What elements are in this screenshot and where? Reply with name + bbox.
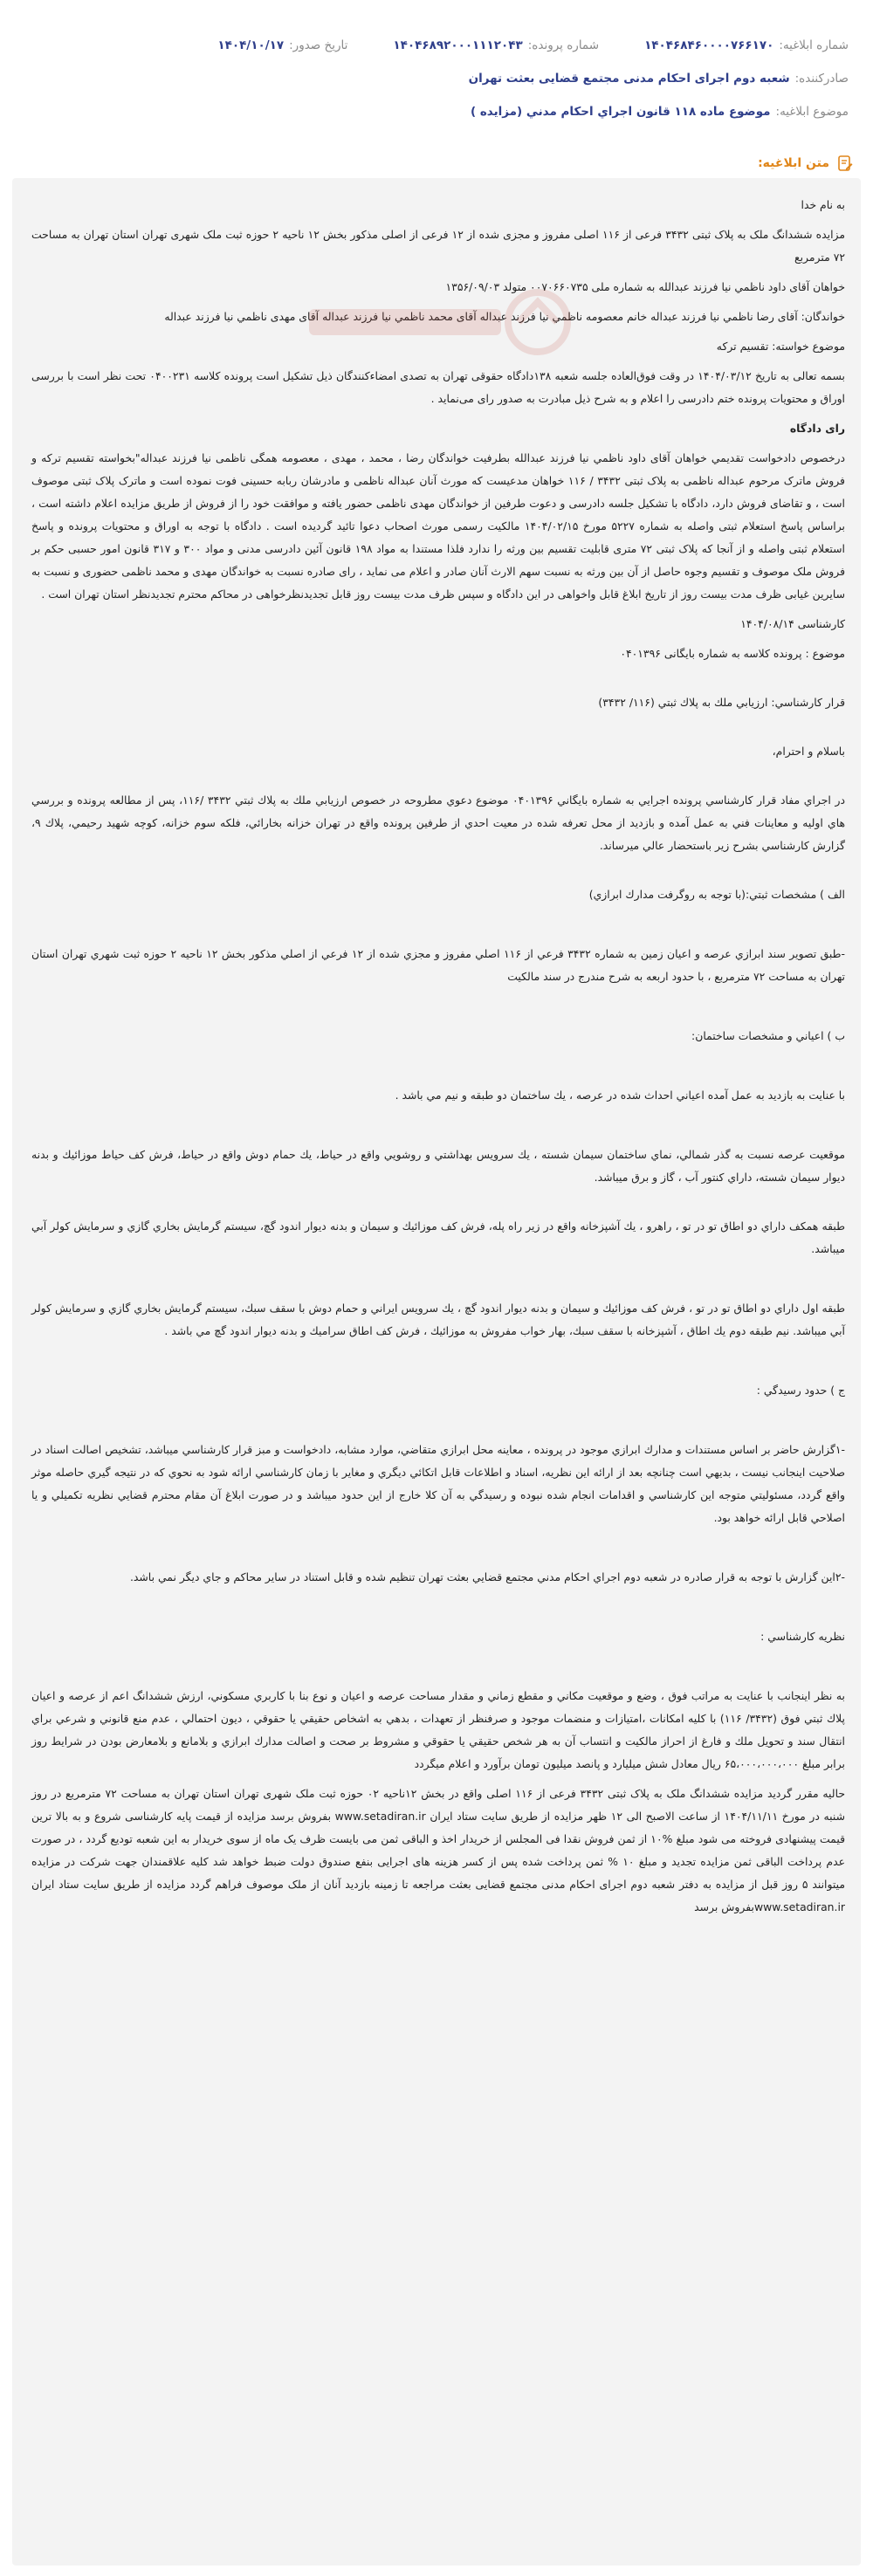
header-row-subject — [24, 105, 849, 119]
body-paragraph: بسمه تعالی به تاریخ ۱۴۰۴/۰۳/۱۲ در وقت فوق‌العاده جلسه شعبه ۱۳۸دادگاه حقوقی تهران به تصدی امضاءکنندگان ذیل تشکیل است پرونده کلاسه ۰۴۰۰۲۳۱ تحت نظر است با بررسی اوراق و محتویات پرونده ختم دادرسی را اعلام و به شرح ذیل مبادرت به صدور رای می‌نماید . — [31, 369, 846, 405]
body-paragraph: الف ) مشخصات ثبتي:(با توجه به روگرفت مدارك ابرازي) — [588, 888, 845, 901]
body-paragraph: باسلام و احترام، — [772, 745, 845, 758]
body-paragraph: در اجراي مفاد قرار كارشناسي پرونده اجرايي به شماره بايگاني ۰۴۰۱۳۹۶ موضوع دعوي مطروحه در خصوص ارزيابي ملك به پلاك ثبتي ۳۴۳۲ /۱۱۶، پس از مطالعه پرونده و بررسي هاي اوليه و معاينات فني به عمل آمده و بازديد از محل تعرفه شده در معيت احدي از طرفين پرونده واقع در تهران خزانه بخارائي، فلكه سوم خزانه، كوچه شهيد رحيمي، پلاك ۹، گزارش كارشناسي بشرح زير باستحضار عالي ميرساند. — [31, 793, 845, 852]
case-number: ۱۴۰۴۶۸۹۲۰۰۰۱۱۱۲۰۴۳ — [393, 38, 523, 52]
body-paragraph: -۲اين گزارش با توجه به قرار صادره در شعبه دوم اجراي احكام مدني مجتمع قضايي بعثت تهران تنظيم شده و قابل استناد در ساير محاكم و جاي ديگر نمي باشد. — [129, 1570, 845, 1583]
notice-body-card — [12, 178, 861, 2566]
body-paragraph: -۱گزارش حاضر بر اساس مستندات و مدارك ابرازي موجود در پرونده ، معاينه محل ابرازي متقاضي، موارد مشابه، دادخواست و مبز قرار كارشناسي ميباشد، تشخيص اصالت اسناد در صلاحيت اينجانب نيست ، بديهي است چنانچه بعد از ارائه اين نظريه، اسناد و اطلاعات قابل اتكائي ديگري و مغاير با زمان كارشناسي ارائه شود به نحوي كه در نتيجه گيري حاصله موثر واقع گردد، مسئوليتي متوجه اين كارشناسي و اقدامات انجام شده نبوده و رسيدگي به آن كلا خارج از اين حدود ميباشد و در صورت ابلاغ آن مقام محترم قضايي نظريه تكميلي و يا اصلاحي قابل ارائه خواهد بود. — [31, 1443, 845, 1524]
body-paragraph: مزایده ششدانگ ملک به پلاک ثبتی ۳۴۳۲ فرعی از ۱۱۶ اصلی مفروز و مجزی شده از ۱۲ فرعی از اصلی مذکور بخش ۱۲ ناحیه ۲ حوزه ثبت ملک شهری تهران استان تهران به مساحت ۷۲ مترمربع — [31, 228, 845, 264]
body-paragraph: قرار كارشناسي: ارزيابي ملك به پلاك ثبتي (۱۱۶/ ۳۴۳۲) — [598, 696, 845, 709]
body-paragraph: کارشناسی ۱۴۰۴/۰۸/۱۴ — [740, 617, 845, 630]
issue-date: ۱۴۰۴/۱۰/۱۷ — [217, 38, 285, 52]
notice-number: ۱۴۰۴۶۸۴۶۰۰۰۰۷۶۶۱۷۰ — [644, 38, 774, 52]
body-paragraph: نظريه كارشناسي : — [760, 1630, 845, 1643]
body-paragraph: خواهان آقای داود ناظمي نیا فرزند عبدالله به شماره ملی ۰۰۷۰۶۶۰۷۳۵ متولد ۱۳۵۶/۰۹/۰۳ — [445, 280, 845, 293]
body-paragraph: موقعيت عرصه نسبت به گذر شمالي، نماي ساختمان سيمان شسته ، يك سرويس بهداشتي و روشويي واقع در حياط، يك حمام دوش واقع در حياط، فرش كف حياط موزائيك و بدنه ديوار سيمان شسته، داراي كنتور آب ، گاز و برق ميباشد. — [31, 1148, 845, 1184]
body-paragraph: موضوع : پرونده کلاسه به شماره بایگانی ۰۴۰۱۳۹۶ — [620, 647, 845, 660]
body-paragraph: موضوع خواسته: تقسیم ترکه — [716, 340, 845, 353]
notice-header — [24, 38, 849, 138]
body-paragraph: ج ) حدود رسيدگي : — [756, 1384, 845, 1397]
spacer — [31, 1350, 845, 1379]
spacer — [31, 1267, 845, 1297]
spacer — [31, 1536, 845, 1566]
issuer-label: صادرکننده: — [794, 72, 849, 86]
issuer: شعبه دوم اجرای احکام مدنی مجتمع قضایی بعثت تهران — [468, 72, 790, 86]
notice-text-tab — [12, 148, 861, 178]
spacer — [31, 1655, 845, 1685]
document-edit-icon — [836, 155, 854, 172]
case-number-label: شماره پرونده: — [527, 38, 600, 52]
header-row-ids — [24, 38, 849, 52]
header-row-issuer — [24, 72, 849, 86]
body-paragraph: طبقه اول داراي دو اطاق تو در تو ، فرش كف موزائيك و سيمان و بدنه ديوار اندود گچ ، يك سرويس ايراني و حمام دوش با سقف سبك، سيستم گرمايش بخاري گازي و سرمايش كولر آبي ميباشد. نيم طبقه دوم يك اطاق ، آشپزخانه با سقف سبك، بهار خواب مفروش به موزائيك ، فرش كف اطاق سراميك و بدنه ديوار اندود گچ مي باشد . — [31, 1302, 845, 1337]
body-paragraph: به نظر اينجانب با عنايت به مراتب فوق ، وضع و موقعيت مكاني و مقطع زماني و مقدار مساحت عرصه و اعيان و نوع بنا با كاربري مسكوني، ارزش ششدانگ اعم از عرصه و اعيان پلاك ثبتي فوق (۳۴۳۲/ ۱۱۶) با كليه امكانات ،امتيازات و منضمات موجود و صرفنظر از تعهدات ، بدهي به اشخاص حقيقي يا حقوقي ، ديون احتمالي ، عدم منع قانوني و شرعي براي انتقال سند و تحويل ملك و فارغ از احراز مالكيت و انتساب آن به هر شخص حقيقي يا حقوقي و مشروط بر صحت و اصالت مدارك ابرازي و بلامانع و بلامعارض بودن در شرايط روز برابر مبلغ ۶۵،۰۰۰،۰۰۰،۰۰۰ ريال معادل شش ميليارد و پانصد ميليون تومان برآورد و اعلام ميگردد — [31, 1689, 845, 1770]
body-paragraph: -طبق تصوير سند ابرازي عرصه و اعيان زمين به شماره ۳۴۳۲ فرعي از ۱۱۶ اصلي مفروز و مجزي شده از ۱۲ فرعي از اصلي مذكور بخش ۱۲ ناحيه ۲ حوزه ثبت شهري تهران استان تهران به مساحت ۷۲ مترمربع ، با حدود اربعه به شرح مندرج در سند مالكيت — [31, 947, 845, 983]
notice-number-label: شماره ابلاغیه: — [779, 38, 849, 52]
subject-label: موضوع ابلاغیه: — [775, 105, 849, 119]
spacer — [31, 1054, 845, 1084]
body-paragraph: ب ) اعياني و مشخصات ساختمان: — [691, 1029, 845, 1042]
body-paragraph: طبقه همكف داراي دو اطاق تو در تو ، راهرو ، يك آشپزخانه واقع در زير راه پله، فرش كف موزائيك و سيمان و بدنه ديوار اندود گچ، سيستم گرمايش بخاري گازي و سرمايش كولر آبي ميباشد. — [31, 1219, 845, 1255]
body-paragraph: با عنايت به بازديد به عمل آمده اعياني احداث شده در عرصه ، يك ساختمان دو طبقه و نيم مي باشد . — [395, 1089, 845, 1102]
spacer — [31, 721, 845, 740]
spacer — [31, 864, 845, 883]
body-paragraph: رای دادگاه — [789, 422, 845, 435]
spacer — [31, 1596, 845, 1625]
body-paragraph: خواندگان: آقای رضا ناظمي نیا فرزند عبداله خانم معصومه ناظمي نیا فرزند عبداله آقای محمد ناظمي نیا فرزند عبداله آقای مهدی ناظمي نیا فرزند عبداله — [164, 310, 845, 323]
body-paragraph: حالیه مقرر گردید مزایده ششدانگ ملک به پلاک ثبتی ۳۴۳۲ فرعی از ۱۱۶ اصلی واقع در بخش ۱۲ناحیه ۰۲ حوزه ثبت ملک شهری تهران استان تهران به مساحت ۷۲ مترمربع در روز شنبه در مورخ ۱۴۰۴/۱۱/۱۱ از ساعت الاصبح الی ۱۲ ظهر مزایده از طریق سایت ستاد ایران www.setadiran.ir بفروش برسد مزایده از قیمت پایه کارشناسی شروع و به بالا ترین قیمت پیشنهادی فروخته می شود مبلغ %۱۰ از ثمن فروش نقدا فی المجلس از خریدار اخذ و الباقی ثمن می بایست ظرف یک ماه از سوی خریدار به این شعبه تودیع گردد ، در صورت عدم پرداخت الباقی ثمن مزایده تجدید و مبلغ ۱۰ % ثمن پرداخت شده پس از کسر هزینه های اجرایی بنفع صندوق دولت ضبط خواهد شد کلیه علاقمندان جهت شرکت در مزایده میتوانند ۵ روز قبل از مزایده به دفتر شعبه دوم اجرای احکام مدنی مجتمع قضایی بعثت مراجعه تا زمینه بازدید آنان از ملک موصوف فراهم گردد مزایده از طریق سایت ستاد ایران www.setadiran.irبفروش برسد — [31, 1787, 846, 1913]
issue-date-label: تاریخ صدور: — [289, 38, 348, 52]
notice-body-text — [12, 178, 861, 1934]
subject: موضوع ماده ۱۱۸ قانون اجراي احكام مدني (مزايده ) — [470, 105, 771, 119]
body-paragraph: درخصوص دادخواست تقديمي خواهان آقای داود ناظمي نیا فرزند عبدالله بطرفيت خواندگان رضا ، محمد ، مهدی ، معصومه همگی ناظمی نیا فرزند عبداله"بخواسته تقسیم ترکه و فروش ماترک مرحوم عبداله ناظمی به پلاک ثبتی ۳۴۳۲ / ۱۱۶ خواهان مدعیست که مورث آنان عبداله ناظمی و مادرشان ربابه حسینی فوت نموده است و ماترک پلاک ثبتی موصوف است ، و تقاضای فروش دارد، دادگاه با تشکیل جلسه دادرسی و دعوت طرفین از خواندگان مهدی ناظمی حضور یافته و موافقت خود را از فروش از طریق مزایده اعلام داشته است ، براساس پاسخ استعلام ثبتی واصله به شماره ۵۲۲۷ مورخ ۱۴۰۴/۰۲/۱۵ مالکیت رسمی مورث اصحاب دعوا تائید گردیده است . دادگاه با توجه به اوراق و محتویات پرونده و پاسخ استعلام ثبتی واصله و از آنجا که پلاک ثبتی ۷۲ متری قابلیت تقسیم بین ورثه را ندارد فلذا مستندا به مواد ۱۹۸ قانون آئین دادرسی مدنی و مواد ۳۰۰ و ۳۱۷ قانون امور حسبی حکم بر فروش ملک موصوف و تقسیم وجوه حاصل از آن بین ورثه به نسبت سهم الارث آنان صادر و اعلام می نماید ، رای صادره نسبت به خواندگان مهدی و محمد ناظمی حضوری و نسبت به سایرین غیابی ظرف مدت بیست روز از تاریخ ابلاغ قابل واخواهی در این دادگاه و سپس ظرف مدت بیست روز قابل تجدیدنظرخواهی در محاکم محترم تجدیدنظر استان تهران است . — [31, 451, 846, 601]
spacer — [31, 1196, 845, 1215]
spacer — [31, 672, 845, 691]
notice-text-label: متن ابلاغیه: — [758, 156, 829, 170]
spacer — [31, 913, 845, 943]
spacer — [31, 1114, 845, 1144]
body-paragraph: به نام خدا — [801, 198, 845, 211]
spacer — [31, 770, 845, 789]
spacer — [31, 1409, 845, 1439]
spacer — [31, 995, 845, 1025]
